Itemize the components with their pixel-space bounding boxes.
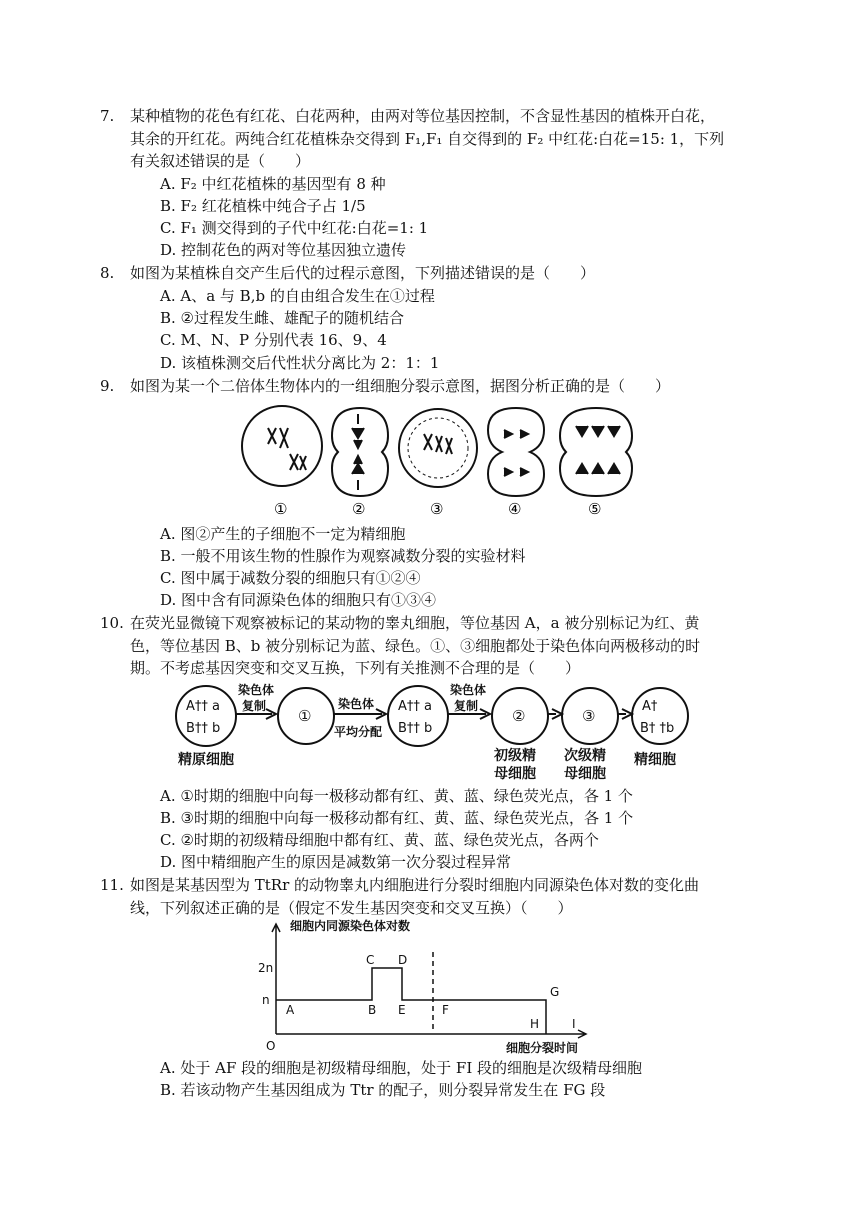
- question-stem-line: 有关叙述错误的是（ ）: [130, 152, 311, 170]
- figure-label-4: ④: [508, 500, 522, 518]
- question-7: [100, 105, 730, 173]
- question-stem-line: 如图是某基因型为 TtRr 的动物睾丸内细胞进行分裂时细胞内同源染色体对数的变化曲: [130, 876, 700, 894]
- arrow3-label-2: 复制: [454, 699, 479, 713]
- label-spermatogonium: 精原细胞: [178, 752, 234, 768]
- option-a: A. A、a 与 B,b 的自由组合发生在①过程: [160, 287, 435, 305]
- point-label-b: B: [368, 1003, 377, 1017]
- point-label-e: E: [398, 1003, 406, 1017]
- point-label-d: D: [398, 953, 408, 967]
- question-10: [100, 612, 730, 680]
- figure-label-3: ③: [430, 500, 444, 518]
- figure-label-1: ①: [274, 500, 288, 518]
- final-genes-bottom: B† †b: [640, 721, 675, 736]
- option-d: D. 控制花色的两对等位基因独立遗传: [160, 241, 407, 259]
- label-primary-2: 母细胞: [494, 766, 536, 782]
- figure-label-2: ②: [352, 500, 366, 518]
- ytick-n: n: [262, 993, 270, 1007]
- question-number: 8.: [100, 264, 115, 282]
- point-label-f: F: [442, 1003, 449, 1017]
- option-c: C. 图中属于减数分裂的细胞只有①②④: [160, 569, 421, 587]
- cell-4: [488, 408, 544, 496]
- point-label-a: A: [286, 1003, 295, 1017]
- x-axis: [276, 1030, 586, 1038]
- label-sperm: 精细胞: [634, 752, 676, 768]
- spermatogenesis-figure: [172, 680, 692, 784]
- question-stem-line: 线，下列叙述正确的是（假定不发生基因突变和交叉互换）（ ）: [130, 898, 573, 917]
- question-stem-line: 某种植物的花色有红花、白花两种，由两对等位基因控制，不含显性基因的植株开白花，: [130, 107, 716, 125]
- option-d: D. 图中精细胞产生的原因是减数第一次分裂过程异常: [160, 853, 512, 871]
- cell-label-1: ①: [298, 707, 312, 725]
- figure-label-5: ⑤: [588, 500, 602, 518]
- question-11: [100, 874, 730, 919]
- question-stem-line: 在荧光显微镜下观察被标记的某动物的睾丸细胞，等位基因 A，a 被分别标记为红、黄: [130, 614, 700, 632]
- genes-bottom: B†† b: [186, 721, 221, 736]
- genes-bottom-2: B†† b: [398, 721, 433, 736]
- y-axis-label: 细胞内同源染色体对数: [290, 919, 411, 933]
- option-b: B. 一般不用该生物的性腺作为观察减数分裂的实验材料: [160, 547, 526, 565]
- option-b: B. ②过程发生雌、雄配子的随机结合: [160, 309, 405, 327]
- option-a: A. F₂ 中红花植株的基因型有 8 种: [160, 175, 386, 193]
- arrow1-label-1: 染色体: [238, 683, 275, 697]
- option-d: D. 图中含有同源染色体的细胞只有①③④: [160, 591, 437, 609]
- data-curve: [276, 968, 546, 1034]
- label-secondary-1: 次级精: [564, 748, 606, 764]
- question-8: [100, 262, 730, 285]
- arrow3-label-1: 染色体: [450, 683, 487, 697]
- cell-5: [560, 408, 632, 496]
- label-primary-1: 初级精: [494, 748, 536, 764]
- option-a: A. 图②产生的子细胞不一定为精细胞: [160, 525, 406, 543]
- question-number: 11.: [100, 876, 124, 894]
- point-label-c: C: [366, 953, 375, 967]
- genes-top: A†† a: [186, 699, 220, 714]
- option-c: C. M、N、P 分别代表 16、9、4: [160, 331, 387, 349]
- option-b: B. F₂ 红花植株中纯合子占 1/5: [160, 197, 366, 215]
- point-label-i: I: [572, 1017, 576, 1031]
- arrow2-label-1: 染色体: [338, 697, 375, 711]
- question-number: 10.: [100, 614, 124, 632]
- x-axis-label: 细胞分裂时间: [506, 1041, 579, 1055]
- question-stem-line: 其余的开红花。两纯合红花植株杂交得到 F₁,F₁ 自交得到的 F₂ 中红花:白花=15: 1，下列: [130, 129, 725, 148]
- arrow1-label-2: 复制: [242, 699, 267, 713]
- cell-label-3: ③: [582, 707, 596, 725]
- arrow2-label-2: 平均分配: [334, 725, 383, 739]
- option-d: D. 该植株测交后代性状分离比为 2：1：1: [160, 354, 440, 372]
- point-label-g: G: [550, 985, 560, 999]
- cell-2: [332, 408, 388, 496]
- final-genes-top: A†: [642, 699, 658, 714]
- question-number: 9.: [100, 377, 115, 395]
- homologous-pairs-chart: [250, 916, 610, 1056]
- option-a: A. ①时期的细胞中向每一极移动都有红、黄、蓝、绿色荧光点，各 1 个: [160, 787, 633, 805]
- option-c: C. ②时期的初级精母细胞中都有红、黄、蓝、绿色荧光点，各两个: [160, 831, 599, 849]
- option-c: C. F₁ 测交得到的子代中红花:白花=1: 1: [160, 219, 429, 237]
- ytick-2n: 2n: [258, 961, 274, 975]
- label-secondary-2: 母细胞: [564, 766, 606, 782]
- option-b: B. 若该动物产生基因组成为 Ttr 的配子，则分裂异常发生在 FG 段: [160, 1081, 606, 1099]
- cell-1: [242, 406, 322, 486]
- question-stem-line: 色，等位基因 B、b 被分别标记为蓝、绿色。①、③细胞都处于染色体向两极移动的时: [130, 636, 701, 655]
- question-stem-line: 期。不考虑基因突变和交叉互换，下列有关推测不合理的是（ ）: [130, 659, 581, 677]
- question-stem-line: 如图为某一个二倍体生物体内的一组细胞分裂示意图，据图分析正确的是（ ）: [130, 377, 671, 395]
- origin-label: O: [266, 1039, 276, 1053]
- cell-division-figure: [240, 398, 640, 518]
- cell-label-2: ②: [512, 707, 526, 725]
- y-axis: [272, 924, 280, 1034]
- option-a: A. 处于 AF 段的细胞是初级精母细胞，处于 FI 段的细胞是次级精母细胞: [160, 1059, 643, 1077]
- question-stem-line: 如图为某植株自交产生后代的过程示意图，下列描述错误的是（ ）: [130, 264, 596, 282]
- genes-top-2: A†† a: [398, 699, 432, 714]
- question-number: 7.: [100, 107, 115, 125]
- question-9: [100, 375, 730, 398]
- point-label-h: H: [530, 1017, 540, 1031]
- option-b: B. ③时期的细胞中向每一极移动都有红、黄、蓝、绿色荧光点，各 1 个: [160, 809, 634, 827]
